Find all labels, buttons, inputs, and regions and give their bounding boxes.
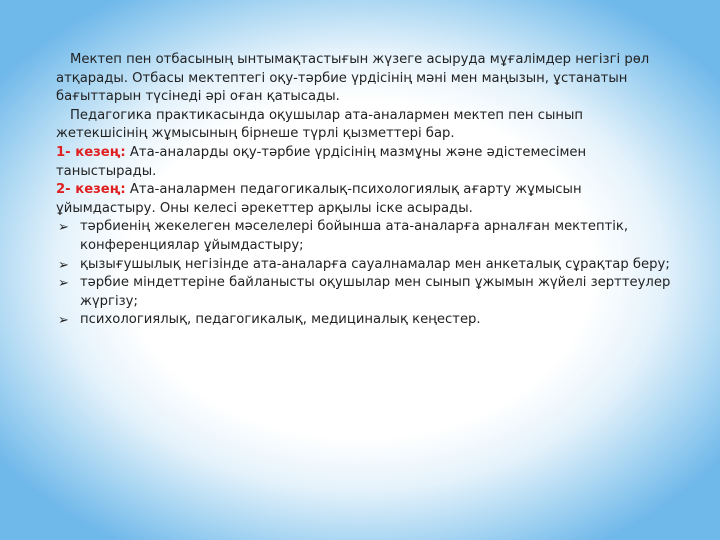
list-item-text: тәрбие міндеттеріне байланысты оқушылар мен сынып ұжымын жүйелі зерттеулер жүргізу;	[80, 275, 671, 309]
arrow-bullet-icon: ➢	[58, 276, 69, 292]
list-item-text: психологиялық, педагогикалық, медициналық кеңестер.	[80, 312, 481, 328]
list-item	[56, 256, 674, 275]
arrow-bullet-icon: ➢	[58, 220, 69, 236]
arrow-bullet-icon: ➢	[58, 257, 69, 273]
intro-paragraph: Мектеп пен отбасының ынтымақтастығын жүзеге асыруда мұғалімдер негізгі рөл атқарады. Отбасы мектептегі оқу-тәрбие үрдісінің мәні мен маңызын, ұстанатын бағыттарын түсінеді әрі оған қатысады.	[56, 52, 650, 105]
list-item	[56, 274, 674, 311]
slide-content	[56, 51, 674, 330]
stage-1-label: 1- кезең:	[56, 144, 126, 160]
list-item-text: тәрбиенің жекелеген мәселелері бойынша ата-аналарға арналған мектептік, конференциялар ұйымдастыру;	[80, 219, 629, 253]
stage-2-text: Ата-аналармен педагогикалық-психологиялық ағарту жұмысын ұйымдастыру. Оны келесі әрекеттер арқылы іске асырады.	[56, 182, 582, 216]
stage-2-label: 2- кезең:	[56, 182, 126, 198]
list-item-text: қызығушылық негізінде ата-аналарға сауалнамалар мен анкеталық сұрақтар беру;	[80, 256, 670, 272]
practice-paragraph: Педагогика практикасында оқушылар ата-аналармен мектеп пен сынып жетекшісінің жұмысының бірнеше түрлі қызметтері бар.	[56, 107, 584, 142]
arrow-bullet-icon: ➢	[58, 313, 69, 329]
list-item	[56, 311, 674, 330]
stage-1	[56, 144, 674, 181]
bullet-list	[56, 218, 674, 330]
stage-2	[56, 181, 674, 218]
list-item	[56, 218, 674, 255]
stage-1-text: Ата-аналарды оқу-тәрбие үрдісінің мазмұны және әдістемесімен таныстырады.	[56, 144, 587, 179]
